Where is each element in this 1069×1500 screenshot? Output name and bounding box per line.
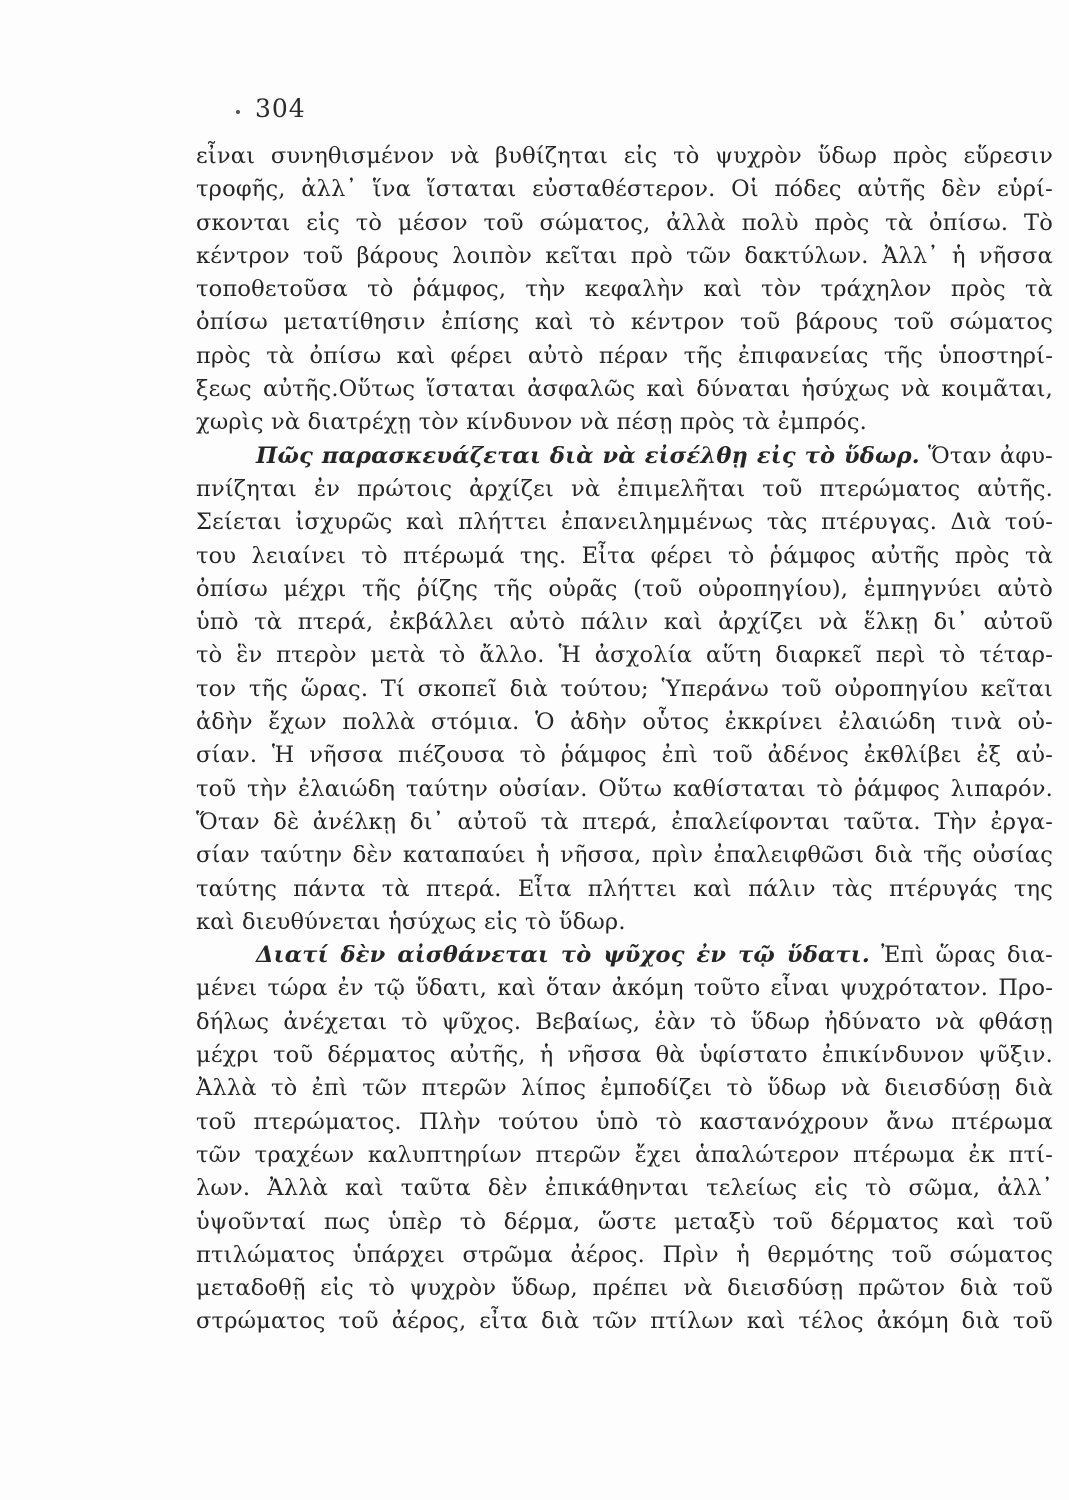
- text-line: κέντρον τοῦ βάρους λοιπὸν κεῖται πρὸ τῶν δακτύλων. Ἀλλ᾿ ἡ νῆσσα: [196, 242, 1053, 269]
- text-line: ξεως αὐτῆς.Οὕτως ἵσταται ἀσφαλῶς καὶ δύναται ἡσύχως νὰ κοιμᾶται,: [196, 376, 1053, 403]
- text-line: μέχρι τοῦ δέρματος αὐτῆς, ἡ νῆσσα θὰ ὑφίστατο ἐπικίνδυνον ψῦξιν.: [196, 1042, 1053, 1069]
- text-line: Σείεται ἰσχυρῶς καὶ πλήττει ἐπανειλημμένως τὰς πτέρυγας. Διὰ τού-: [196, 509, 1053, 536]
- heading-line-rest: Ἐπὶ ὥρας δια-: [881, 942, 1053, 969]
- section-heading: Διατί δὲν αἰσθάνεται τὸ ψῦχος ἐν τῷ ὕδατι.: [256, 942, 870, 969]
- text-line: πρὸς τὰ ὀπίσω καὶ φέρει αὐτὸ πέραν τῆς ἐπιφανείας τῆς ὑποστηρί-: [196, 342, 1053, 369]
- text-line: εἶναι συνηθισμένον νὰ βυθίζηται εἰς τὸ ψυχρὸν ὕδωρ πρὸς εὕρεσιν: [196, 143, 1053, 169]
- text-line: ὀπίσω μετατίθησιν ἐπίσης καὶ τὸ κέντρον τοῦ βάρους τοῦ σώματος: [196, 309, 1053, 336]
- text-line: ὑψοῦνταί πως ὑπὲρ τὸ δέρμα, ὥστε μεταξὺ τοῦ δέρματος καὶ τοῦ: [196, 1208, 1053, 1235]
- text-line: ἀδὴν ἔχων πολλὰ στόμια. Ὁ ἀδὴν οὗτος ἐκκρίνει ἐλαιώδη τινὰ οὐ-: [196, 709, 1053, 736]
- paragraph-heading-line: [196, 939, 1053, 972]
- text-line: τοῦ πτερώματος. Πλὴν τούτου ὑπὸ τὸ καστανόχρουν ἄνω πτέρωμα: [196, 1108, 1053, 1135]
- text-line: λων. Ἀλλὰ καὶ ταῦτα δὲν ἐπικάθηνται τελείως εἰς τὸ σῶμα, ἀλλ᾿: [196, 1175, 1053, 1202]
- text-line: ὀπίσω μέχρι τῆς ῥίζης τῆς οὐρᾶς (τοῦ οὐροπηγίου), ἐμπηγνύει αὐτὸ: [196, 575, 1053, 602]
- section-heading: Πῶς παρασκευάζεται διὰ νὰ εἰσέλθῃ εἰς τὸ ὕδωρ.: [256, 442, 920, 469]
- text-line: Ἀλλὰ τὸ ἐπὶ τῶν πτερῶν λίπος ἐμποδίζει τὸ ὕδωρ νὰ διεισδύσῃ διὰ: [196, 1075, 1053, 1102]
- text-line: χωρὶς νὰ διατρέχῃ τὸν κίνδυνον νὰ πέσῃ πρὸς τὰ ἐμπρός.: [196, 409, 868, 436]
- paragraph-heading-line: [196, 440, 1053, 473]
- text-line: ὑπὸ τὰ πτερά, ἐκβάλλει αὐτὸ πάλιν καὶ ἀρχίζει νὰ ἕλκῃ δι᾿ αὐτοῦ: [196, 609, 1053, 636]
- text-line: σκονται εἰς τὸ μέσον τοῦ σώματος, ἀλλὰ πολὺ πρὸς τὰ ὀπίσω. Τὸ: [196, 209, 1053, 236]
- body-text: [196, 140, 1053, 1339]
- text-line: τὸ ἓν πτερὸν μετὰ τὸ ἄλλο. Ἡ ἀσχολία αὕτη διαρκεῖ περὶ τὸ τέταρ-: [196, 642, 1053, 669]
- text-line: τοῦ τὴν ἐλαιώδη ταύτην οὐσίαν. Οὕτω καθίσταται τὸ ῥάμφος λιπαρόν.: [196, 775, 1053, 802]
- text-line: πνίζηται ἐν πρώτοις ἀρχίζει νὰ ἐπιμελῆται τοῦ πτερώματος αὐτῆς.: [196, 475, 1053, 502]
- text-line: τροφῆς, ἀλλ᾿ ἵνα ἵσταται εὐσταθέστερον. Οἱ πόδες αὐτῆς δὲν εὑρί-: [196, 176, 1053, 203]
- text-line: τῶν τραχέων καλυπτηρίων πτερῶν ἔχει ἁπαλώτερον πτέρωμα ἐκ πτί-: [196, 1141, 1053, 1168]
- text-line: σίαν. Ἡ νῆσσα πιέζουσα τὸ ῥάμφος ἐπὶ τοῦ ἀδένος ἐκθλίβει ἐξ αὐ-: [196, 742, 1053, 769]
- text-line: στρώματος τοῦ ἀέρος, εἶτα διὰ τῶν πτίλων καὶ τέλος ἀκόμη διὰ τοῦ: [196, 1308, 1053, 1335]
- text-line: μένει τώρα ἐν τῷ ὕδατι, καὶ ὅταν ἀκόμη τοῦτο εἶναι ψυχρότατον. Προ-: [196, 975, 1053, 1002]
- text-line: καὶ διευθύνεται ἡσύχως εἰς τὸ ὕδωρ.: [196, 908, 626, 935]
- text-line: μεταδοθῇ εἰς τὸ ψυχρὸν ὕδωρ, πρέπει νὰ διεισδύσῃ πρῶτον διὰ τοῦ: [196, 1275, 1053, 1302]
- text-line: δήλως ἀνέχεται τὸ ψῦχος. Βεβαίως, ἐὰν τὸ ὕδωρ ἠδύνατο νὰ φθάσῃ: [196, 1008, 1053, 1035]
- text-line: πτιλώματος ὑπάρχει στρῶμα ἀέρος. Πρὶν ἡ θερμότης τοῦ σώματος: [196, 1241, 1053, 1268]
- text-line: τοποθετοῦσα τὸ ῥάμφος, τὴν κεφαλὴν καὶ τὸν τράχηλον πρὸς τὰ: [196, 276, 1053, 303]
- text-line: τον τῆς ὥρας. Τί σκοπεῖ διὰ τούτου; Ὑπεράνω τοῦ οὐροπηγίου κεῖται: [196, 675, 1053, 702]
- text-line: σίαν ταύτην δὲν καταπαύει ἡ νῆσσα, πρὶν ἐπαλειφθῶσι διὰ τῆς οὐσίας: [196, 842, 1053, 869]
- page-number-dot: [236, 110, 240, 114]
- heading-line-rest: Ὅταν ἀφυ-: [928, 442, 1053, 469]
- text-line: ταύτης πάντα τὰ πτερά. Εἶτα πλήττει καὶ πάλιν τὰς πτέρυγάς της: [196, 875, 1053, 902]
- page-number: 304: [255, 94, 306, 123]
- text-line: Ὅταν δὲ ἀνέλκῃ δι᾿ αὐτοῦ τὰ πτερά, ἐπαλείφονται ταῦτα. Τὴν ἐργα-: [196, 808, 1053, 835]
- text-line: του λειαίνει τὸ πτέρωμά της. Εἶτα φέρει τὸ ῥάμφος αὐτῆς πρὸς τὰ: [196, 542, 1053, 569]
